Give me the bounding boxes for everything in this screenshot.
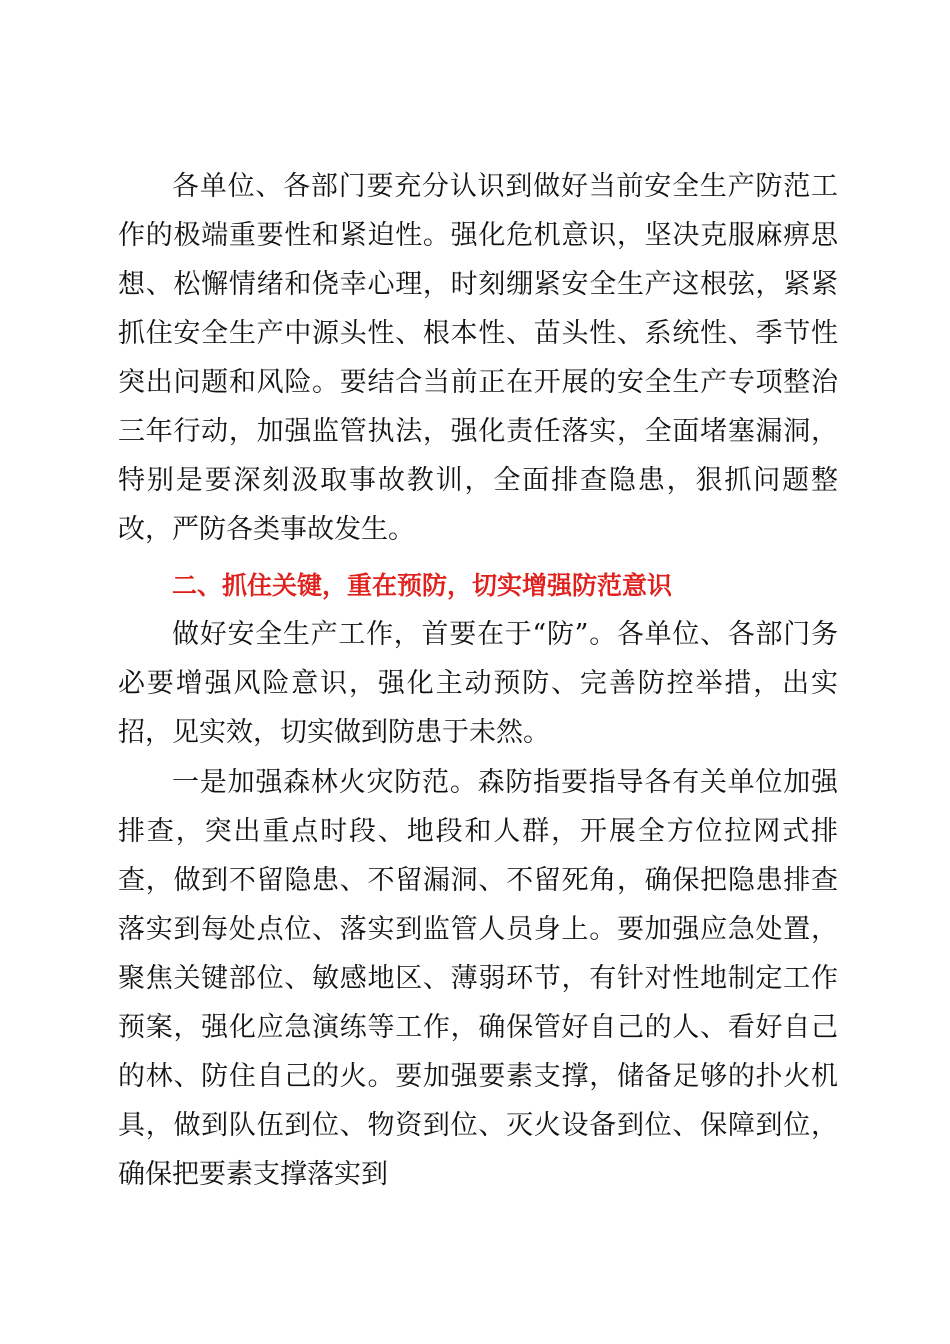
body-paragraph: 一是加强森林火灾防范。森防指要指导各有关单位加强排查，突出重点时段、地段和人群，开展全方位拉网式排查，做到不留隐患、不留漏洞、不留死角，确保把隐患排查落实到每处点位、落实到监管人员身上。要加强应急处置，聚焦关键部位、敏感地区、薄弱环节，有针对性地制定工作预案，强化应急演练等工作，确保管好自己的人、看好自己的林、防住自己的火。要加强要素支撑，储备足够的扑火机具，做到队伍到位、物资到位、灭火设备到位、保障到位，确保把要素支撑落实到 xyxy=(118,767,838,1190)
section-heading: 二、抓住关键，重在预防，切实增强防范意识 xyxy=(172,571,673,600)
body-paragraph: 做好安全生产工作，首要在于“防”。各单位、各部门务必要增强风险意识，强化主动预防、完善防控举措，出实招，见实效，切实做到防患于未然。 xyxy=(118,619,838,748)
body-paragraph: 各单位、各部门要充分认识到做好当前安全生产防范工作的极端重要性和紧迫性。强化危机意识，坚决克服麻痹思想、松懈情绪和侥幸心理，时刻绷紧安全生产这根弦，紧紧抓住安全生产中源头性、根本性、苗头性、系统性、季节性突出问题和风险。要结合当前正在开展的安全生产专项整治三年行动，加强监管执法，强化责任落实，全面堵塞漏洞，特别是要深刻汲取事故教训，全面排查隐患，狠抓问题整改，严防各类事故发生。 xyxy=(118,171,838,545)
